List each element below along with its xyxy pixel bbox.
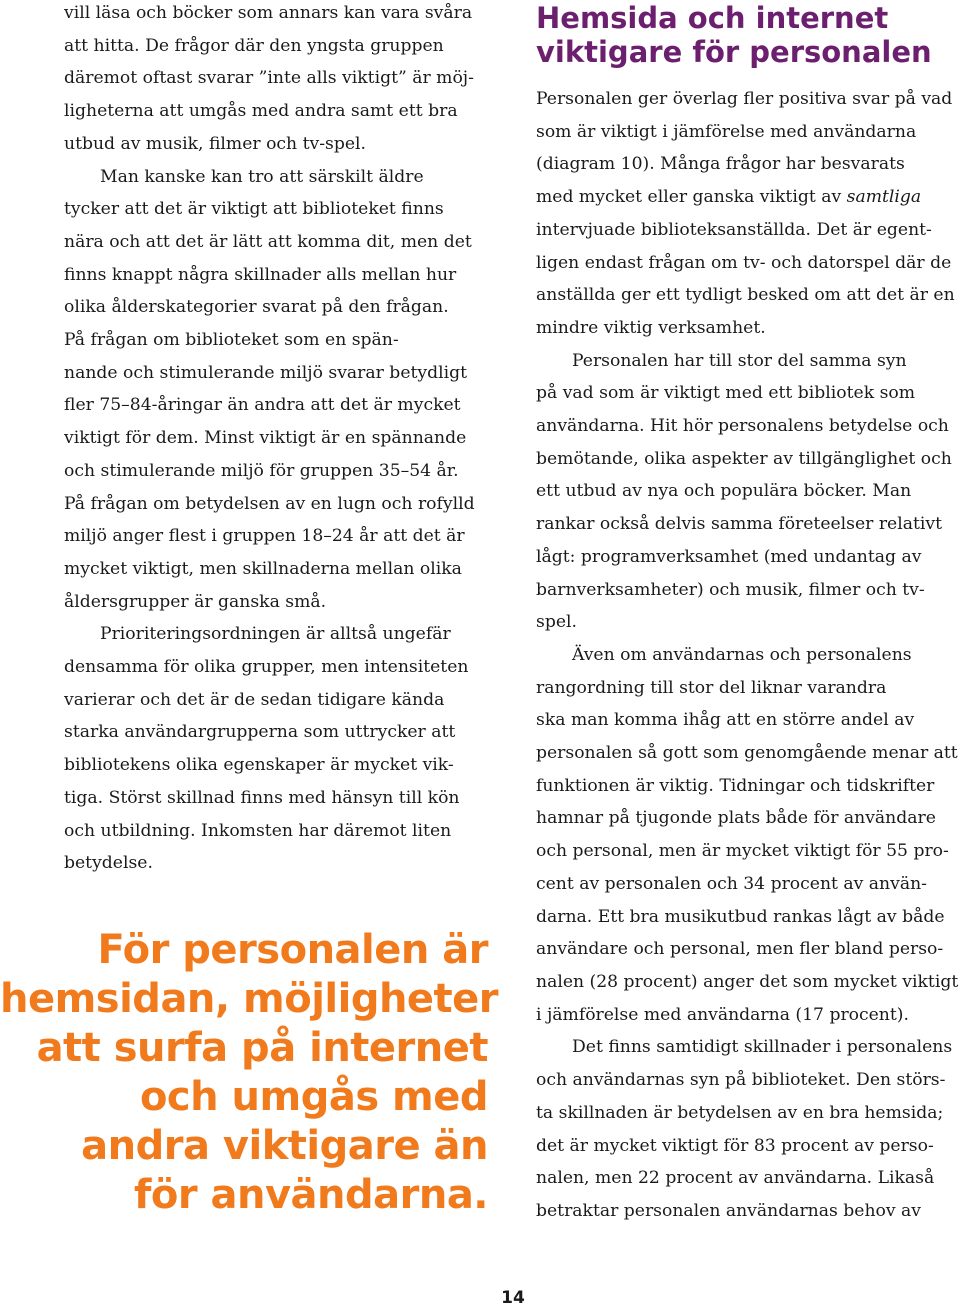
text-line: ett utbud av nya och populära böcker. Man [536, 481, 912, 502]
text-line: (diagram 10). Många frågor har besvarats [536, 154, 905, 175]
pull-quote-line: och umgås med [139, 1074, 488, 1120]
text-line: starka användargrupperna som uttrycker att [64, 722, 456, 743]
text-line: På frågan om betydelsen av en lugn och rofylld [64, 493, 475, 514]
text-line: i jämförelse med användarna (17 procent). [536, 1004, 909, 1025]
paragraph [536, 639, 960, 1031]
emphasis: samtliga [846, 187, 922, 208]
text-line: betydelse. [64, 853, 153, 874]
text-line: Personalen har till stor del samma syn [572, 350, 907, 371]
text-line: som är viktigt i jämförelse med användarna [536, 121, 917, 142]
text-segment: med mycket eller ganska viktigt av [536, 187, 847, 208]
text-line: tycker att det är viktigt att biblioteket finns [64, 199, 444, 220]
pull-quote [0, 926, 499, 1220]
text-line: finns knappt några skillnader alls mellan hur [64, 264, 457, 285]
text-line: miljö anger flest i gruppen 18–24 år att det är [64, 526, 465, 547]
paragraph [64, 618, 484, 880]
right-body [536, 83, 960, 1228]
text-line: och stimulerande miljö för gruppen 35–54 år. [64, 460, 459, 481]
text-line: fler 75–84-åringar än andra att det är mycket [64, 395, 461, 416]
text-line: utbud av musik, filmer och tv-spel. [64, 133, 366, 154]
text-line: densamma för olika grupper, men intensiteten [64, 657, 469, 678]
text-line: barnverksamheter) och musik, filmer och tv- [536, 579, 925, 600]
pull-quote-line: för användarna. [133, 1172, 488, 1218]
text-line: anställda ger ett tydligt besked om att det är en [536, 285, 955, 306]
text-line: nande och stimulerande miljö svarar betydligt [64, 362, 468, 383]
text-line: användarna. Hit hör personalens betydelse och [536, 416, 949, 437]
paragraph [64, 0, 484, 161]
text-line: cent av personalen och 34 procent av använ- [536, 873, 927, 894]
text-line: personalen så gott som genomgående menar att [536, 743, 958, 764]
text-line: Prioriteringsordningen är alltså ungefär [100, 624, 451, 645]
text-line: Det finns samtidigt skillnader i personalens [572, 1037, 953, 1058]
pull-quote-line: att surfa på internet [36, 1025, 488, 1071]
paragraph [536, 83, 960, 345]
text-line: betraktar personalen användarnas behov av [536, 1200, 921, 1221]
text-line: åldersgrupper är ganska små. [64, 591, 327, 612]
section-heading [536, 0, 960, 69]
text-line: mycket viktigt, men skillnaderna mellan olika [64, 558, 462, 579]
text-line: varierar och det är de sedan tidigare kända [64, 689, 445, 710]
text-line: Personalen ger överlag fler positiva svar på vad [536, 89, 953, 109]
pull-quote-line: andra viktigare än [81, 1123, 488, 1169]
paragraph [536, 345, 960, 639]
text-line: och personal, men är mycket viktigt för 55 pro- [536, 841, 949, 862]
text-line: tiga. Störst skillnad finns med hänsyn till kön [64, 787, 460, 808]
heading-line: Hemsida och internet [536, 1, 889, 35]
text-line: spel. [536, 612, 577, 633]
text-line: ta skillnaden är betydelsen av en bra hemsida; [536, 1102, 944, 1123]
text-line: mindre viktig verksamhet. [536, 317, 766, 338]
paragraph [536, 1031, 960, 1227]
text-line: intervjuade biblioteksanställda. Det är egent- [536, 219, 932, 240]
text-line: På frågan om biblioteket som en spän- [64, 330, 399, 351]
text-line: vill läsa och böcker som annars kan vara svåra [64, 3, 473, 23]
text-line: däremot oftast svarar ”inte alls viktigt” är möj- [64, 68, 474, 89]
text-line: Man kanske kan tro att särskilt äldre [100, 166, 424, 187]
text-line: nära och att det är lätt att komma dit, men det [64, 231, 472, 252]
text-line: ligheterna att umgås med andra samt ett bra [64, 101, 458, 122]
text-line: nalen (28 procent) anger det som mycket viktigt [536, 971, 959, 992]
text-line: funktionen är viktig. Tidningar och tidskrifter [536, 775, 935, 796]
text-line: viktigt för dem. Minst viktigt är en spännande [64, 428, 467, 449]
page-number-text: 14 [501, 1288, 525, 1308]
text-line: darna. Ett bra musikutbud rankas lågt av både [536, 906, 945, 927]
text-line: Även om användarnas och personalens [572, 644, 912, 665]
text-line: det är mycket viktigt för 83 procent av perso- [536, 1135, 934, 1156]
text-line: lågt: programverksamhet (med undantag av [536, 546, 922, 567]
text-line: och utbildning. Inkomsten har däremot liten [64, 820, 452, 841]
pull-quote-line: För personalen är [97, 927, 488, 973]
text-line: att hitta. De frågor där den yngsta gruppen [64, 35, 444, 56]
text-line: rankar också delvis samma företeelser relativt [536, 514, 942, 535]
text-line: hamnar på tjugonde plats både för användare [536, 808, 936, 829]
text-line: olika ålderskategorier svarat på den frågan. [64, 297, 449, 318]
text-line: nalen, men 22 procent av användarna. Likaså [536, 1168, 935, 1189]
text-line [536, 181, 960, 214]
left-body [64, 0, 484, 880]
text-line: och användarnas syn på biblioteket. Den störs- [536, 1070, 946, 1091]
left-column [64, 0, 484, 880]
text-line: bemötande, olika aspekter av tillgänglighet och [536, 448, 952, 469]
text-line: ska man komma ihåg att en större andel av [536, 710, 915, 731]
text-line: bibliotekens olika egenskaper är mycket vik- [64, 755, 454, 776]
pull-quote-line: hemsidan, möjligheter [0, 976, 499, 1022]
paragraph [64, 161, 484, 619]
right-column [536, 0, 960, 1228]
text-line: användare och personal, men fler bland perso- [536, 939, 944, 960]
text-line: rangordning till stor del liknar varandra [536, 677, 887, 698]
heading-line: viktigare för personalen [536, 35, 932, 69]
text-line: ligen endast frågan om tv- och datorspel där de [536, 252, 952, 273]
page-number [0, 1288, 960, 1308]
text-line: på vad som är viktigt med ett bibliotek som [536, 383, 916, 404]
